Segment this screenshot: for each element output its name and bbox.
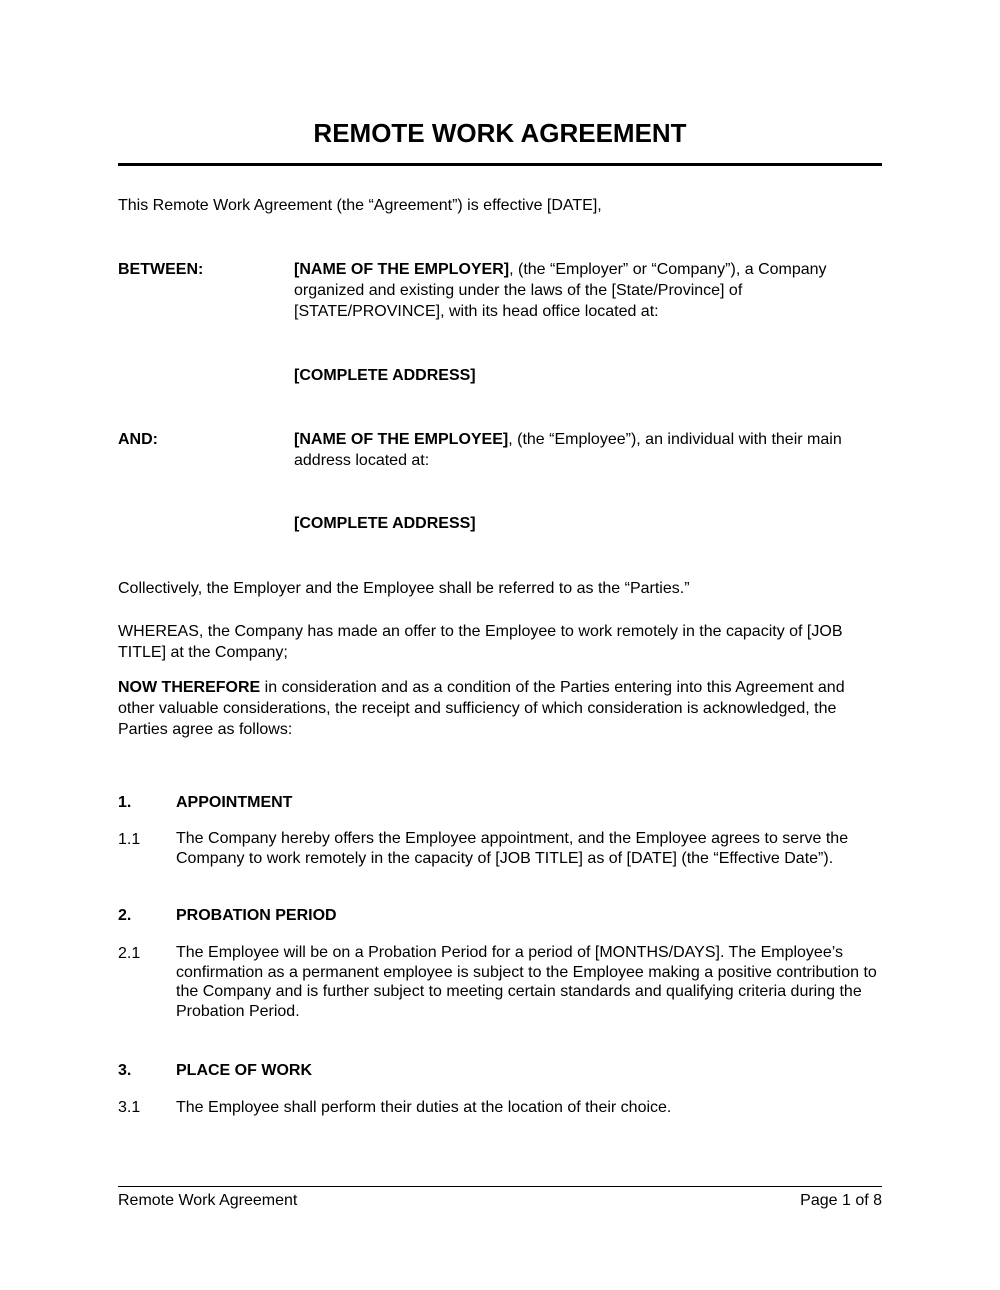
footer-title: Remote Work Agreement <box>118 1192 298 1209</box>
section-number: 1. <box>118 794 132 811</box>
section-heading: PLACE OF WORK <box>176 1062 312 1079</box>
now-therefore-bold: NOW THEREFORE <box>118 679 261 696</box>
employee-description: , (the “Employee”), an individual with their main address located at: <box>294 431 842 469</box>
document-title: REMOTE WORK AGREEMENT <box>313 118 687 148</box>
whereas-paragraph: WHEREAS, the Company has made an offer to the Employee to work remotely in the capacity of [JOB TITLE] at the Company; <box>118 623 843 661</box>
footer-divider <box>118 1186 882 1187</box>
clause-number: 1.1 <box>118 831 141 848</box>
section-number: 2. <box>118 907 132 924</box>
section-number: 3. <box>118 1062 132 1079</box>
between-label: BETWEEN: <box>118 261 204 278</box>
employee-party <box>294 429 882 471</box>
employer-address: [COMPLETE ADDRESS] <box>294 367 476 384</box>
employee-address: [COMPLETE ADDRESS] <box>294 515 476 532</box>
clause-text: The Company hereby offers the Employee appointment, and the Employee agrees to serve the Company to work remotely in the capacity of [JOB TITLE] as of [DATE] (the “Effective Date”). <box>176 830 849 867</box>
title-divider <box>118 163 882 166</box>
collectively-paragraph: Collectively, the Employer and the Employee shall be referred to as the “Parties.” <box>118 580 690 597</box>
page-number: Page 1 of 8 <box>800 1192 882 1209</box>
now-therefore-text: in consideration and as a condition of the Parties entering into this Agreement and other valuable considerations, the receipt and sufficiency of which consideration is acknowledged, the Parties agree as follows: <box>118 679 845 738</box>
section-heading: PROBATION PERIOD <box>176 907 337 924</box>
clause-text: The Employee shall perform their duties at the location of their choice. <box>176 1099 672 1116</box>
employer-name: [NAME OF THE EMPLOYER] <box>294 261 510 278</box>
clause-number: 3.1 <box>118 1099 141 1116</box>
employer-party <box>294 259 882 322</box>
and-label: AND: <box>118 431 158 448</box>
section-heading: APPOINTMENT <box>176 794 293 811</box>
clause-text: The Employee will be on a Probation Period for a period of [MONTHS/DAYS]. The Employee’s confirmation as a permanent employee is subject to the Employee making a positive contribution to the Company and is further subject to meeting certain standards and qualifying criteria during the Probation Period. <box>176 944 877 1020</box>
employer-description: , (the “Employer” or “Company”), a Company organized and existing under the laws of the [State/Province] of [STATE/PROVINCE], with its head office located at: <box>294 261 827 320</box>
clause-number: 2.1 <box>118 945 141 962</box>
intro-paragraph: This Remote Work Agreement (the “Agreement”) is effective [DATE], <box>118 197 602 214</box>
employee-name: [NAME OF THE EMPLOYEE] <box>294 431 509 448</box>
now-therefore-paragraph <box>118 677 882 740</box>
